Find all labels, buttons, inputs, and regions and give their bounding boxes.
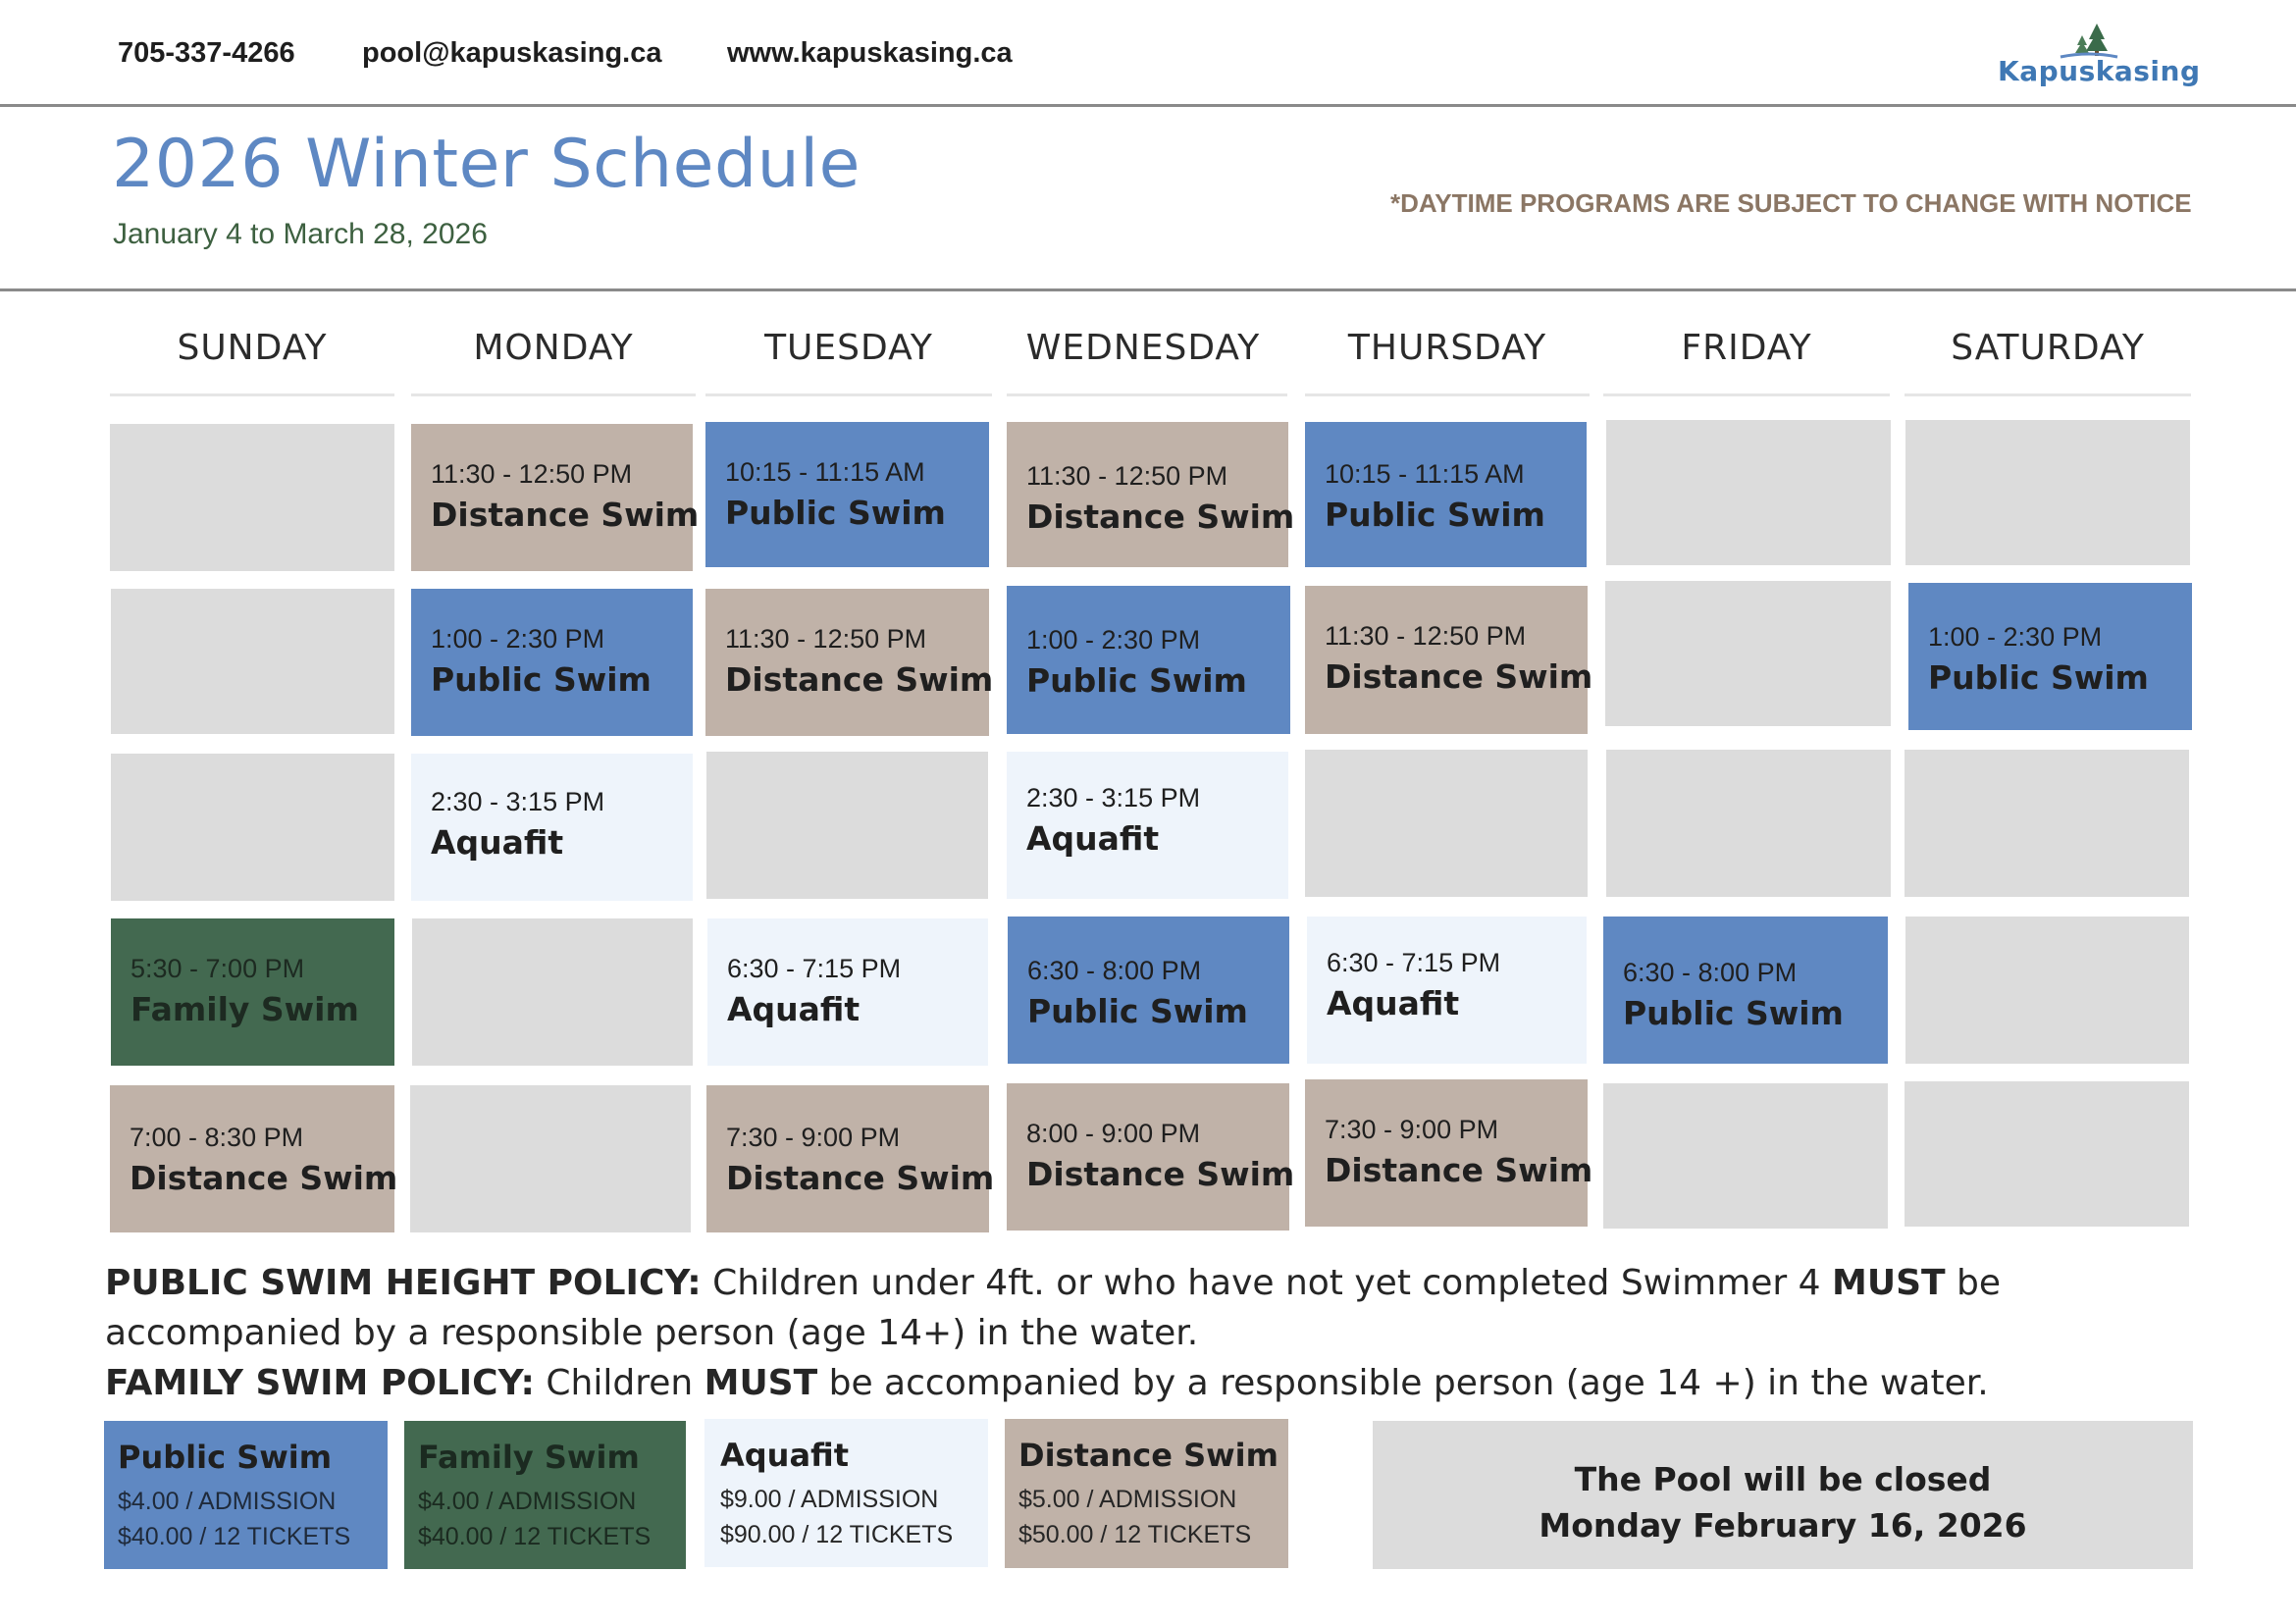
day-underline — [705, 393, 992, 396]
title-divider — [0, 288, 2296, 291]
page-title: 2026 Winter Schedule — [112, 126, 861, 203]
schedule-slot-public-swim — [705, 422, 989, 567]
slot-time: 6:30 - 7:15 PM — [727, 954, 902, 983]
slot-time: 5:30 - 7:00 PM — [130, 954, 305, 983]
closure-line-1: The Pool will be closed — [1574, 1460, 1992, 1498]
schedule-notice: *DAYTIME PROGRAMS ARE SUBJECT TO CHANGE WITH NOTICE — [1390, 188, 2192, 218]
height-policy-text: Children under 4ft. or who have not yet completed Swimmer 4 — [701, 1263, 1833, 1303]
phone-number: 705-337-4266 — [118, 37, 295, 69]
schedule-slot-public-swim — [411, 589, 693, 736]
schedule-slot-public-swim — [1007, 586, 1290, 734]
legend-tickets: $40.00 / 12 TICKETS — [118, 1523, 351, 1550]
empty-slot — [412, 918, 693, 1066]
empty-slot — [1603, 1083, 1888, 1229]
slot-time: 10:15 - 11:15 AM — [1325, 459, 1525, 489]
empty-slot — [111, 589, 394, 734]
schedule-slot-public-swim — [1908, 583, 2192, 730]
logo-text: Kapuskasing — [1998, 55, 2201, 87]
schedule-slot-distance-swim — [1305, 1079, 1593, 1227]
slot-time: 8:00 - 9:00 PM — [1026, 1119, 1201, 1148]
slot-time: 7:00 - 8:30 PM — [130, 1123, 304, 1152]
day-header-friday: FRIDAY — [1681, 328, 1812, 368]
slot-time: 7:30 - 9:00 PM — [726, 1123, 901, 1152]
empty-slot — [1305, 750, 1588, 897]
slot-program: Aquafit — [727, 990, 861, 1028]
slot-program: Public Swim — [1623, 994, 1844, 1032]
slot-time: 1:00 - 2:30 PM — [1928, 622, 2103, 652]
slot-time: 10:15 - 11:15 AM — [725, 457, 925, 487]
family-policy-text-cont: be accompanied by a responsible person (age 14 +) in the water. — [817, 1363, 1989, 1403]
height-policy-label: PUBLIC SWIM HEIGHT POLICY: — [105, 1263, 702, 1303]
height-policy-must: MUST — [1832, 1263, 1946, 1303]
legend-admission: $4.00 / ADMISSION — [418, 1488, 637, 1515]
slot-program: Distance Swim — [1325, 657, 1593, 696]
empty-slot — [1605, 581, 1891, 726]
slot-time: 1:00 - 2:30 PM — [431, 624, 605, 654]
pool-closure-notice — [1373, 1421, 2193, 1569]
schedule-slot-aquafit — [707, 918, 988, 1066]
schedule-slot-family-swim — [111, 918, 394, 1066]
slot-time: 1:00 - 2:30 PM — [1026, 625, 1201, 655]
schedule-slot-distance-swim — [110, 1085, 398, 1232]
empty-slot — [1905, 1081, 2189, 1227]
schedule-slot-distance-swim — [706, 1085, 995, 1232]
day-header-saturday: SATURDAY — [1951, 328, 2145, 368]
slot-time: 11:30 - 12:50 PM — [431, 459, 633, 489]
family-policy-must: MUST — [704, 1363, 818, 1403]
slot-program: Public Swim — [431, 660, 652, 699]
empty-slot — [706, 752, 988, 899]
day-header-sunday: SUNDAY — [177, 328, 328, 368]
slot-program: Distance Swim — [1325, 1151, 1593, 1189]
day-header-thursday: THURSDAY — [1347, 328, 1547, 368]
legend-admission: $5.00 / ADMISSION — [1018, 1486, 1237, 1513]
schedule-slot-public-swim — [1305, 422, 1587, 567]
day-header-monday: MONDAY — [473, 328, 634, 368]
slot-program: Public Swim — [725, 494, 946, 532]
slot-program: Public Swim — [1026, 661, 1247, 700]
slot-time: 11:30 - 12:50 PM — [1325, 621, 1527, 651]
schedule-slot-public-swim — [1603, 917, 1888, 1064]
slot-time: 7:30 - 9:00 PM — [1325, 1115, 1499, 1144]
legend-admission: $9.00 / ADMISSION — [720, 1486, 939, 1513]
legend-public-swim — [104, 1421, 388, 1569]
family-policy-text: Children — [534, 1363, 704, 1403]
legend-tickets: $90.00 / 12 TICKETS — [720, 1521, 954, 1548]
closure-line-2: Monday February 16, 2026 — [1539, 1506, 2027, 1545]
schedule-slot-distance-swim — [1007, 1083, 1295, 1231]
slot-time: 11:30 - 12:50 PM — [725, 624, 927, 654]
schedule-slot-distance-swim — [411, 424, 700, 571]
day-underline — [1305, 393, 1590, 396]
header-divider — [0, 104, 2296, 107]
slot-time: 6:30 - 8:00 PM — [1027, 956, 1202, 985]
email-address: pool@kapuskasing.ca — [362, 37, 662, 69]
height-policy-text-cont: be accompanied by a responsible person (age 14+) in the water. — [105, 1263, 2002, 1353]
slot-program: Aquafit — [1327, 984, 1460, 1022]
slot-program: Distance Swim — [1026, 1155, 1295, 1193]
schedule-slot-distance-swim — [1007, 422, 1295, 567]
empty-slot — [111, 754, 394, 901]
date-range: January 4 to March 28, 2026 — [113, 218, 488, 250]
slot-program: Public Swim — [1027, 992, 1248, 1030]
slot-time: 6:30 - 7:15 PM — [1327, 948, 1501, 977]
slot-program: Distance Swim — [726, 1159, 995, 1197]
slot-time: 2:30 - 3:15 PM — [431, 787, 605, 816]
height-policy — [105, 1258, 2205, 1358]
legend-admission: $4.00 / ADMISSION — [118, 1488, 337, 1515]
empty-slot — [1606, 420, 1891, 565]
empty-slot — [1606, 750, 1891, 897]
slot-program: Distance Swim — [1026, 498, 1295, 536]
kapuskasing-logo — [1998, 22, 2201, 92]
day-underline — [411, 393, 696, 396]
slot-program: Public Swim — [1325, 496, 1545, 534]
day-underline — [110, 393, 394, 396]
slot-program: Distance Swim — [725, 660, 994, 699]
slot-program: Family Swim — [130, 990, 359, 1028]
slot-program: Distance Swim — [431, 496, 700, 534]
slot-program: Public Swim — [1928, 658, 2149, 697]
slot-time: 11:30 - 12:50 PM — [1026, 461, 1228, 491]
day-underline — [1905, 393, 2191, 396]
day-underline — [1007, 393, 1287, 396]
website-address: www.kapuskasing.ca — [727, 37, 1013, 69]
legend-name: Public Swim — [118, 1439, 333, 1476]
schedule-slot-distance-swim — [705, 589, 994, 736]
schedule-slot-aquafit — [1007, 752, 1288, 899]
empty-slot — [1905, 750, 2189, 897]
legend-name: Family Swim — [418, 1439, 640, 1476]
empty-slot — [110, 424, 394, 571]
slot-program: Distance Swim — [130, 1159, 398, 1197]
legend-name: Aquafit — [720, 1437, 850, 1474]
legend-aquafit — [704, 1419, 988, 1567]
slot-program: Aquafit — [431, 823, 564, 862]
slot-time: 6:30 - 8:00 PM — [1623, 958, 1798, 987]
legend-family-swim — [404, 1421, 686, 1569]
day-header-tuesday: TUESDAY — [764, 328, 933, 368]
empty-slot — [1905, 420, 2190, 565]
day-underline — [1603, 393, 1890, 396]
legend-tickets: $40.00 / 12 TICKETS — [418, 1523, 652, 1550]
family-policy — [105, 1358, 2205, 1408]
slot-program: Aquafit — [1026, 819, 1160, 858]
legend-distance-swim — [1005, 1419, 1288, 1568]
legend-tickets: $50.00 / 12 TICKETS — [1018, 1521, 1252, 1548]
empty-slot — [1905, 917, 2189, 1064]
family-policy-label: FAMILY SWIM POLICY: — [105, 1363, 535, 1403]
schedule-slot-distance-swim — [1305, 586, 1593, 734]
legend-name: Distance Swim — [1018, 1437, 1278, 1474]
schedule-slot-aquafit — [1307, 917, 1587, 1064]
day-header-wednesday: WEDNESDAY — [1025, 328, 1261, 368]
empty-slot — [410, 1085, 691, 1232]
slot-time: 2:30 - 3:15 PM — [1026, 783, 1201, 812]
schedule-slot-aquafit — [411, 754, 693, 901]
schedule-slot-public-swim — [1008, 917, 1289, 1064]
